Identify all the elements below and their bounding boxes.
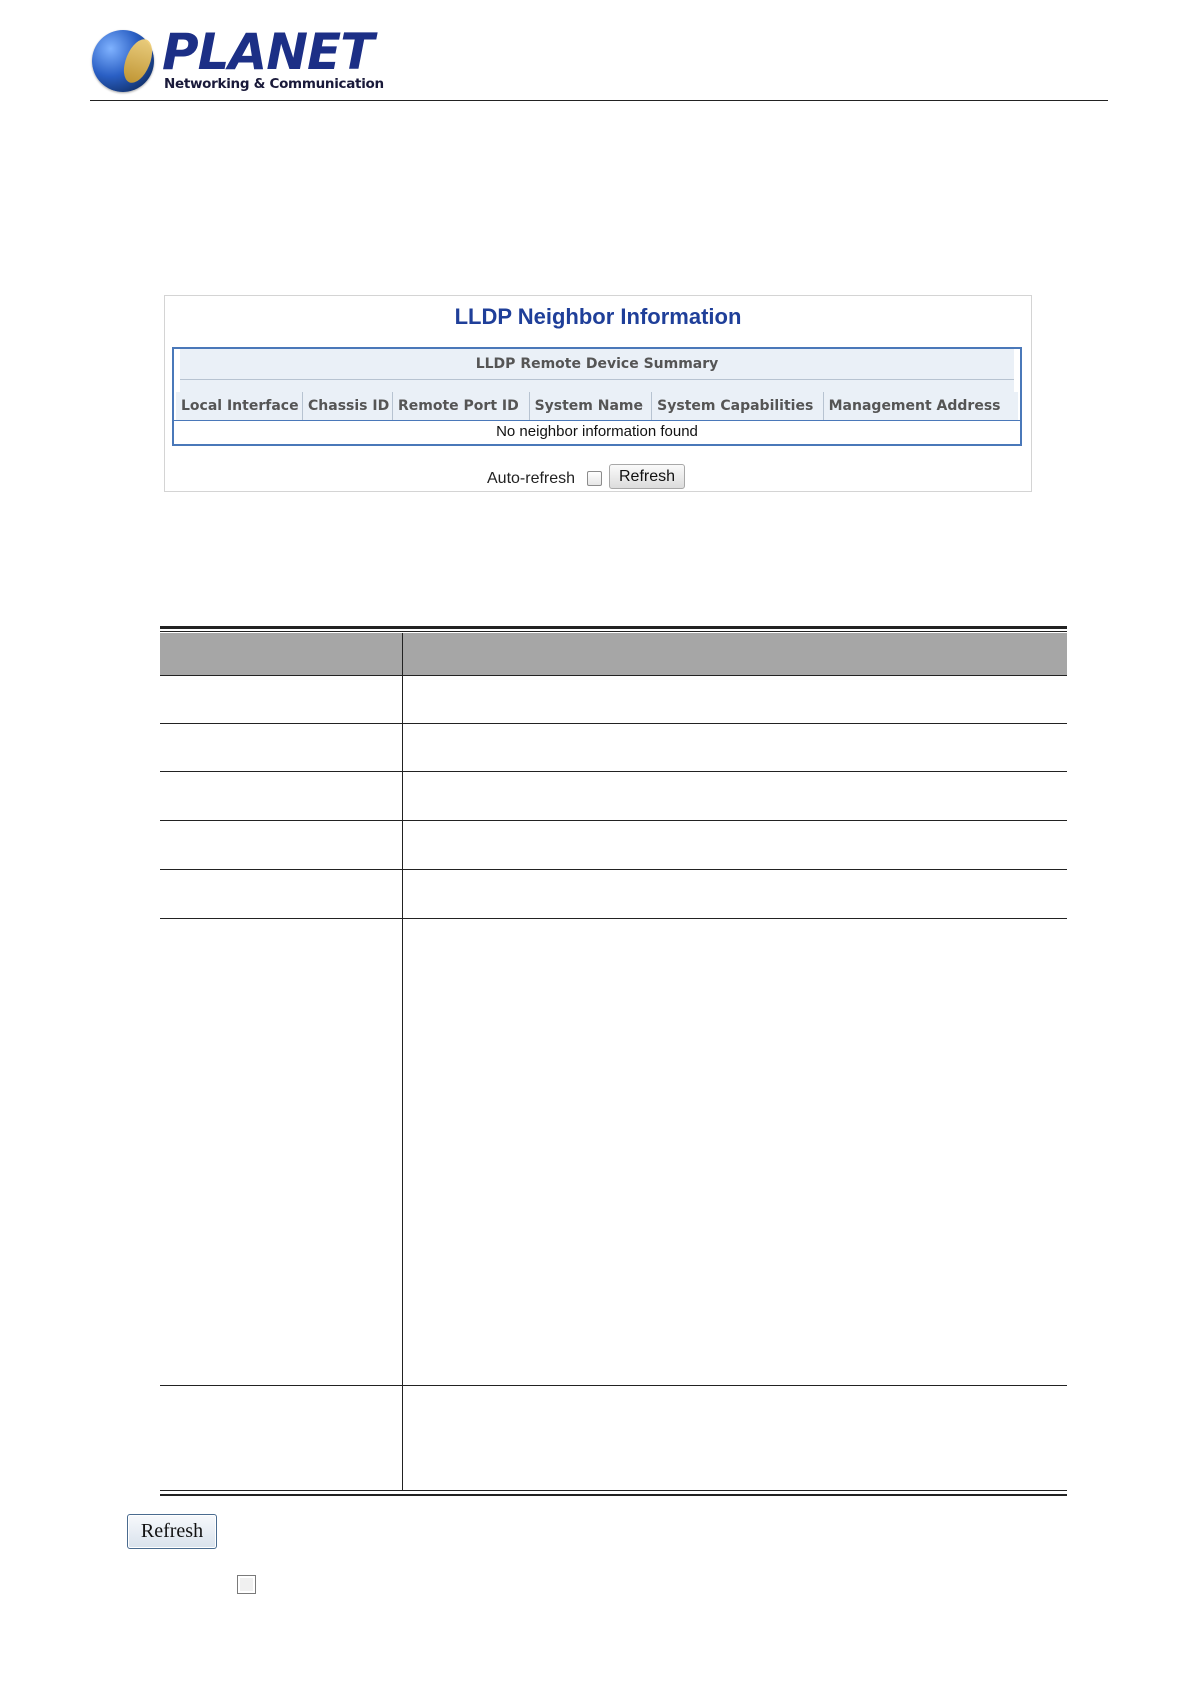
auto-refresh-checkbox[interactable] <box>587 471 602 486</box>
column-headers <box>176 392 1018 420</box>
logo-tagline: Networking & Communication <box>164 76 384 92</box>
remote-device-summary-table <box>172 347 1022 446</box>
col-system-capabilities: System Capabilities <box>651 392 822 420</box>
lldp-neighbor-panel <box>164 295 1032 492</box>
logo-brand: PLANET <box>162 23 374 81</box>
col-local-interface: Local Interface <box>181 398 299 414</box>
empty-message: No neighbor information found <box>174 420 1020 443</box>
table-header-row <box>160 633 1067 675</box>
refresh-button-large[interactable]: Refresh <box>127 1514 217 1549</box>
description-table <box>160 626 1067 1496</box>
auto-refresh-checkbox-large[interactable] <box>237 1575 256 1594</box>
row-divider <box>160 771 1067 772</box>
refresh-controls <box>165 467 1031 491</box>
col-chassis-id: Chassis ID <box>302 392 392 420</box>
panel-title: LLDP Neighbor Information <box>454 304 742 329</box>
row-divider <box>160 1385 1067 1386</box>
row-divider <box>160 723 1067 724</box>
summary-spacer <box>180 380 1014 392</box>
table-bottom-rule <box>160 1494 1067 1496</box>
refresh-button[interactable]: Refresh <box>609 464 685 489</box>
summary-caption: LLDP Remote Device Summary <box>180 349 1014 380</box>
table-top-rule-inner <box>160 631 1067 632</box>
planet-logo <box>92 23 384 98</box>
row-divider <box>160 869 1067 870</box>
row-divider <box>160 918 1067 919</box>
col-management-address: Management Address <box>823 392 1018 420</box>
table-top-rule <box>160 626 1067 629</box>
col-system-name: System Name <box>529 392 652 420</box>
globe-logo-icon <box>92 30 154 92</box>
row-divider <box>160 675 1067 676</box>
column-divider <box>402 633 403 1491</box>
col-remote-port-id: Remote Port ID <box>392 392 529 420</box>
table-bottom-rule-inner <box>160 1490 1067 1491</box>
header-rule <box>90 100 1108 101</box>
auto-refresh-label: Auto-refresh <box>487 470 576 487</box>
row-divider <box>160 820 1067 821</box>
